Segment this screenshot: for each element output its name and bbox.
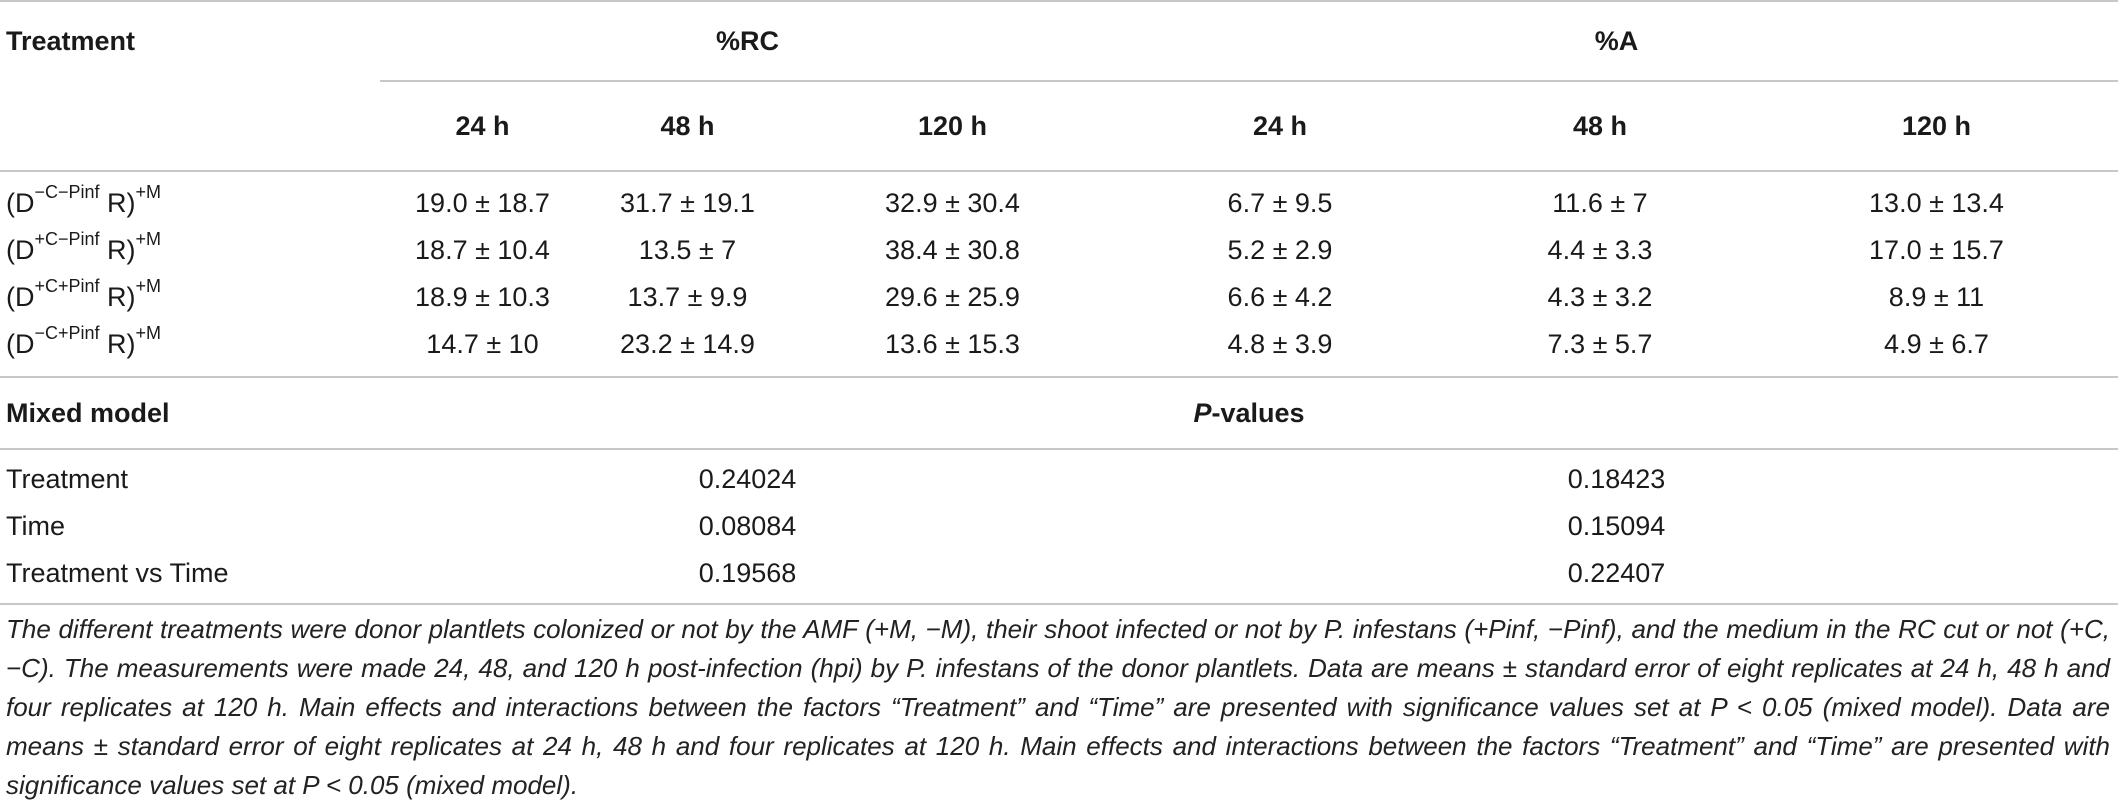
a-time-120: 120 h — [1901, 110, 1972, 141]
rc-value: 13.5 ± 7 — [638, 235, 737, 265]
rc-time-120: 120 h — [917, 110, 988, 141]
a-pvalue: 0.15094 — [1567, 511, 1666, 541]
a-time-24: 24 h — [1252, 110, 1308, 141]
header-row-groups — [0, 1, 2118, 81]
rc-value: 18.7 ± 10.4 — [415, 235, 550, 265]
pvalue-row — [0, 449, 2118, 503]
a-value: 5.2 ± 2.9 — [1227, 235, 1333, 265]
rc-value: 14.7 ± 10 — [426, 329, 539, 359]
a-value: 6.6 ± 4.2 — [1227, 282, 1333, 312]
treatment-label: ($D^{+C+Pinf}$ R)$^{+M}$ — [6, 276, 162, 312]
a-value: 6.7 ± 9.5 — [1227, 188, 1333, 218]
rc-value: 18.9 ± 10.3 — [415, 282, 550, 312]
mixed-model-label: Mixed model — [6, 397, 170, 428]
rc-time-48: 48 h — [660, 110, 715, 141]
a-time-48: 48 h — [1572, 110, 1628, 141]
rc-value: 38.4 ± 30.8 — [885, 235, 1020, 265]
pvalue-row — [0, 503, 2118, 550]
treatment-label: ($D^{+C-Pinf}$ R)$^{+M}$ — [6, 229, 162, 265]
a-value: 17.0 ± 15.7 — [1869, 235, 2004, 265]
table-row — [0, 274, 2118, 321]
rc-value: 29.6 ± 25.9 — [885, 282, 1020, 312]
effect-label: Treatment vs Time — [6, 558, 229, 588]
rc-value: 23.2 ± 14.9 — [620, 329, 755, 359]
effect-label: Time — [6, 511, 65, 541]
a-value: 11.6 ± 7 — [1552, 188, 1648, 218]
a-value: 4.4 ± 3.3 — [1547, 235, 1653, 265]
a-value: 4.8 ± 3.9 — [1227, 329, 1333, 359]
a-value: 7.3 ± 5.7 — [1547, 329, 1653, 359]
data-rows — [0, 171, 2118, 377]
a-value: 4.3 ± 3.2 — [1547, 282, 1653, 312]
a-value: 13.0 ± 13.4 — [1869, 188, 2004, 218]
rc-time-24: 24 h — [455, 110, 510, 141]
rc-pvalue: 0.24024 — [698, 464, 797, 494]
treatment-header: Treatment — [6, 26, 136, 56]
rc-value: 32.9 ± 30.4 — [885, 188, 1020, 218]
rc-pvalue: 0.08084 — [698, 511, 797, 541]
effect-label: Treatment — [6, 464, 129, 494]
pvalues-header: P-values — [1193, 397, 1305, 428]
treatment-label: ($D^{-C-Pinf}$ R)$^{+M}$ — [6, 182, 162, 218]
a-pvalue: 0.22407 — [1567, 558, 1666, 588]
pvalue-row — [0, 550, 2118, 604]
treatment-label: ($D^{-C+Pinf}$ R)$^{+M}$ — [6, 323, 162, 359]
a-value: 4.9 ± 6.7 — [1884, 329, 1989, 359]
rc-value: 13.7 ± 9.9 — [627, 282, 748, 312]
a-value: 8.9 ± 11 — [1888, 282, 1985, 312]
a-pvalue: 0.18423 — [1567, 464, 1666, 494]
rc-pvalue: 0.19568 — [698, 558, 797, 588]
table-footnote: The different treatments were donor plantlets colonized or not by the AMF (+M, −M), their shoot infected or not by P. infestans (+Pinf, −Pinf), and the medium in the RC cut or not (+C, −C). The measurements were made 24, 48, and 120 h post-infection (hpi) by P. infestans of the donor plantlets. Data are means ± standard error of eight replicates at 24 h, 48 h and four replicates at 120 h. Main effects and interactions between the factors “Treatment” and “Time” are presented with significance values set at P < 0.05 (mixed model). Data are means ± standard error of eight replicates at 24 h, 48 h and four replicates at 120 h. Main effects and interactions between the factors “Treatment” and “Time” are presented with significance values set at P < 0.05 (mixed model). — [6, 614, 2110, 800]
table-row — [0, 227, 2118, 274]
rc-value: 31.7 ± 19.1 — [620, 188, 755, 218]
header-row-times — [0, 81, 2118, 171]
table-row — [0, 321, 2118, 377]
pvalue-rows — [0, 449, 2118, 604]
table-row — [0, 171, 2118, 227]
rc-value: 13.6 ± 15.3 — [885, 329, 1020, 359]
group-a-header: %A — [1115, 1, 2118, 81]
group-rc-header: %RC — [380, 1, 1115, 81]
mixed-model-header-row — [0, 377, 2118, 449]
rc-value: 19.0 ± 18.7 — [415, 188, 550, 218]
